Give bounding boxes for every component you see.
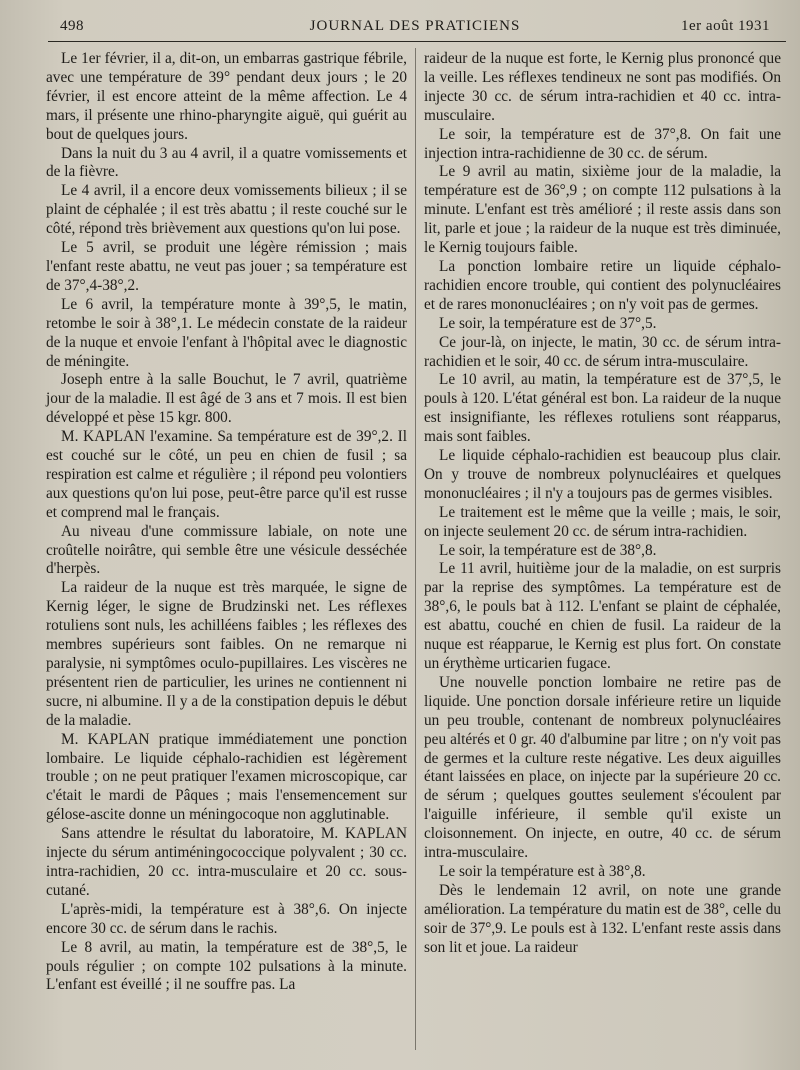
paragraph-continued: raideur de la nuque est forte, le Kernig plus prononcé que la veille. Les réflexes tendineux ne sont pas modifiés. On injecte 30 cc. de sérum intra-rachidien et 40 cc. intra-musculaire. (424, 50, 781, 124)
paragraph: Ce jour-là, on injecte, le matin, 30 cc. de sérum intra-rachidien et le soir, 40 cc. de sérum intra-musculaire. (424, 333, 781, 370)
paragraph: Le 10 avril, au matin, la température est de 37°,5, le pouls à 120. L'état général est bon. La raideur de la nuque est insignifiante, les réflexes rotuliens sont réapparus, mais sont faibles. (424, 371, 781, 446)
paragraph: Le soir, la température est de 37°,5. (439, 314, 657, 332)
column-divider (415, 48, 416, 1050)
paragraph: Une nouvelle ponction lombaire ne retire pas de liquide. Une ponction dorsale inférieure retire un liquide un peu trouble, contenant de nombreux polynucléaires peu altérés et 0 gr. 40 d'albumine par litre ; on n'y voit pas de germes et la culture reste négative. Les deux aiguilles étant laissées en place, on injecte par la supérieure 20 cc. de sérum ; quelques gouttes seulement s'écoulent par l'aiguille inférieure, il semble qu'il existe un cloisonnement. On injecte, en outre, 40 cc. de sérum intra-musculaire. (424, 673, 781, 862)
paragraph: Dès le lendemain 12 avril, on note une grande amélioration. La température du matin est de 38°, celle du soir de 37°,9. Le pouls est à 132. L'enfant reste assis dans son lit et joue. La raideur (424, 881, 781, 956)
header-rule (48, 41, 786, 42)
paragraph: Le liquide céphalo-rachidien est beaucoup plus clair. On y trouve de nombreux polynucléaires et quelques mononucléaires ; il n'y a toujours pas de germes visibles. (424, 447, 781, 502)
paragraph: Le 4 avril, il a encore deux vomissements bilieux ; il se plaint de céphalée ; il est très abattu ; il reste couché sur le côté, répond très brièvement aux questions qu'on lui pose. (46, 182, 407, 238)
paragraph: Joseph entre à la salle Bouchut, le 7 avril, quatrième jour de la maladie. Il est âgé de 3 ans et 7 mois. Il est bien développé et pèse 15 kgr. 800. (46, 371, 407, 427)
paragraph: Sans attendre le résultat du laboratoire, M. KAPLAN injecte du sérum antiméningococcique polyvalent ; 30 cc. intra-rachidien, 20 cc. intra-musculaire et 20 cc. sous-cutané. (46, 825, 407, 899)
paragraph: Le soir la température est à 38°,8. (439, 862, 646, 880)
paragraph: Dans la nuit du 3 au 4 avril, il a quatre vomissements et de la fièvre. (46, 144, 407, 181)
paragraph: La ponction lombaire retire un liquide céphalo-rachidien encore trouble, qui contient des polynucléaires et de rares mononucléaires ; on n'y voit pas de germes. (424, 257, 781, 313)
paragraph: Le 11 avril, huitième jour de la maladie, on est surpris par la reprise des symptômes. La température est de 38°,6, le pouls bat à 112. L'enfant se plaint de céphalée, est abattu, couché en chien de fusil. La raideur de la nuque est réapparue, le Kernig est plus fort. On constate un érythème urticarien fugace. (424, 560, 781, 672)
paragraph: Le soir, la température est de 38°,8. (439, 541, 657, 559)
paragraph: Le 9 avril au matin, sixième jour de la maladie, la température est de 36°,9 ; on compte 112 pulsations à la minute. L'enfant est très amélioré ; il reste assis dans son lit, parle et joue ; la raideur de la nuque est très diminuée, le Kernig toujours faible. (424, 163, 781, 257)
running-header (60, 18, 770, 40)
paragraph: Le 5 avril, se produit une légère rémission ; mais l'enfant reste abattu, ne veut pas jouer ; sa température est de 37°,4-38°,2. (46, 239, 407, 294)
paragraph: M. KAPLAN l'examine. Sa température est de 39°,2. Il est couché sur le côté, un peu en chien de fusil ; sa respiration est calme et régulière ; il répond peu volontiers aux questions qu'on lui pose, peut-être parce qu'il est russe et comprend mal le français. (46, 428, 407, 521)
journal-title: JOURNAL DES PRATICIENS (309, 18, 521, 34)
right-column (424, 50, 781, 958)
paragraph: L'après-midi, la température est à 38°,6. On injecte encore 30 cc. de sérum dans le rachis. (46, 900, 407, 937)
left-column (46, 50, 407, 995)
paragraph: M. KAPLAN pratique immédiatement une ponction lombaire. Le liquide céphalo-rachidien est légèrement trouble ; on ne peut pratiquer l'examen microscopique, car c'était le mardi de Pâques ; mais l'ensemencement sur gélose-ascite donne un méningocoque non agglutinable. (46, 730, 407, 824)
paragraph: Le 1er février, il a, dit-on, un embarras gastrique fébrile, avec une température de 39° pendant deux jours ; le 20 février, il est encore atteint de la même affection. Le 4 mars, il présente une rhino-pharyngite aiguë, qui guérit au bout de quelques jours. (46, 50, 407, 143)
paragraph: Le 8 avril, au matin, la température est de 38°,5, le pouls régulier ; on compte 102 pulsations à la minute. L'enfant est éveillé ; il ne souffre pas. La (46, 938, 407, 994)
paragraph: Le soir, la température est de 37°,8. On fait une injection intra-rachidienne de 30 cc. de sérum. (424, 125, 781, 162)
paragraph: Au niveau d'une commissure labiale, on note une croûtelle noirâtre, qui semble être une vésicule desséchée d'herpès. (46, 522, 407, 578)
paragraph: Le traitement est le même que la veille ; mais, le soir, on injecte seulement 20 cc. de sérum intra-rachidien. (424, 503, 781, 540)
page-number: 498 (60, 18, 84, 34)
paragraph: Le 6 avril, la température monte à 39°,5, le matin, retombe le soir à 38°,1. Le médecin constate de la raideur de la nuque et envoie l'enfant à l'hôpital avec le diagnostic de méningite. (46, 295, 407, 370)
issue-date: 1er août 1931 (681, 18, 770, 34)
paragraph: La raideur de la nuque est très marquée, le signe de Kernig léger, le signe de Brudzinski net. Les réflexes rotuliens sont nuls, les achilléens faibles ; les réflexes des membres supérieurs sont faibles. On ne remarque ni paralysie, ni symptômes oculo-pupillaires. Les viscères ne présentent rien de particulier, les urines ne contiennent ni sucre, ni albumine. Il y a de la constipation depuis le début de la maladie. (46, 579, 407, 729)
